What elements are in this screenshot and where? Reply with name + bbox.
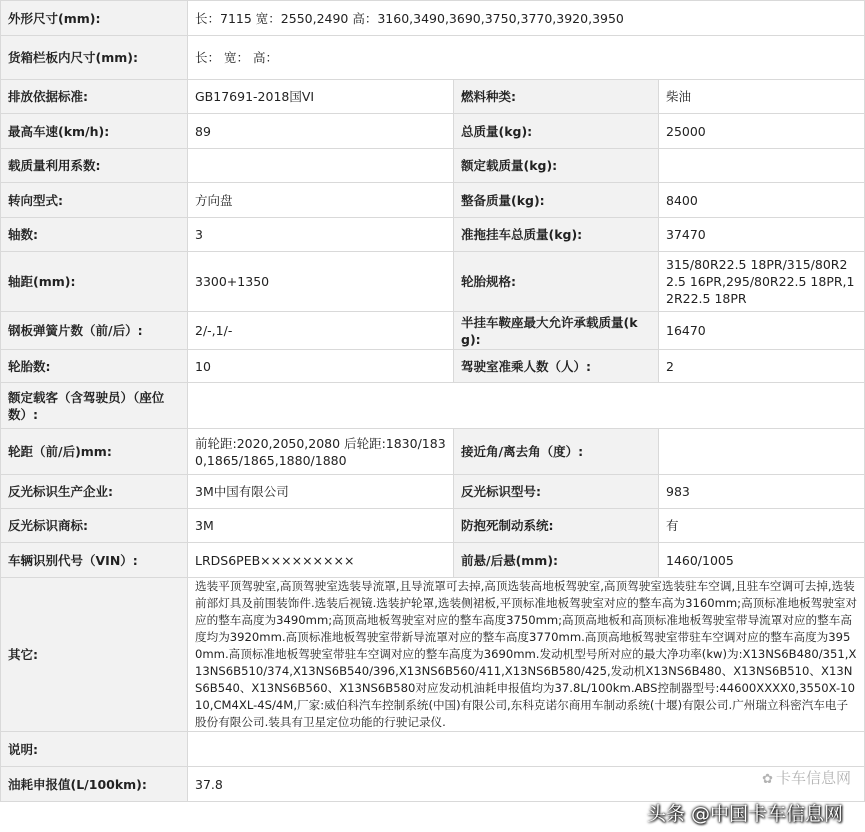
spec-value: 有 <box>659 509 865 543</box>
spec-label: 转向型式: <box>1 183 188 218</box>
spec-value: 3M中国有限公司 <box>188 475 454 509</box>
spec-label: 前悬/后悬(mm): <box>454 543 659 578</box>
spec-value: 长：7115 宽：2550,2490 高：3160,3490,3690,3750,3770,3920,3950 <box>188 1 865 36</box>
table-row <box>1 475 865 509</box>
spec-label: 轴数: <box>1 218 188 252</box>
watermark-logo <box>762 767 851 788</box>
spec-value: 983 <box>659 475 865 509</box>
table-row <box>1 767 865 802</box>
table-row <box>1 149 865 183</box>
spec-label: 轮胎数: <box>1 350 188 383</box>
table-row <box>1 543 865 578</box>
spec-value: 8400 <box>659 183 865 218</box>
table-row <box>1 578 865 732</box>
spec-value: 25000 <box>659 114 865 149</box>
spec-label: 半挂车鞍座最大允许承载质量(kg): <box>454 312 659 350</box>
table-row <box>1 312 865 350</box>
spec-label: 排放依据标准: <box>1 80 188 114</box>
spec-label: 反光标识型号: <box>454 475 659 509</box>
spec-value: 前轮距:2020,2050,2080 后轮距:1830/1830,1865/1865,1880/1880 <box>188 429 454 475</box>
spec-label: 驾驶室准乘人数（人）: <box>454 350 659 383</box>
table-row <box>1 350 865 383</box>
spec-label: 轮胎规格: <box>454 252 659 312</box>
table-row <box>1 36 865 80</box>
spec-value: 37.8 <box>188 767 865 802</box>
watermark-caption: 头条 @中国卡车信息网 <box>646 803 843 825</box>
spec-value-notes: 选装平顶驾驶室,高顶驾驶室选装导流罩,且导流罩可去掉,高顶选装高地板驾驶室,高顶驾驶室选装驻车空调,且驻车空调可去掉,选装前部灯具及前围装饰件.选装后视镜.选装护轮罩,选装侧裙板,平顶标准地板驾驶室对应的整车高为3160mm;高顶标准地板驾驶室对应的整车高度为3490mm;高顶高地板驾驶室对应的整车高度3750mm;高顶高地板和高顶标准地板驾驶室带导流罩对应的整车高度均为3920mm.高顶标准地板驾驶室带新导流罩对应的整车高度3770mm.高顶高地板驾驶室带驻车空调对应的整车高度为3950mm.高顶标准地板驾驶室带驻车空调对应的整车高度为3690mm.发动机型号所对应的最大净功率(kw)为:X13NS6B480/351,X13NS6B510/374,X13NS6B540/396,X13NS6B560/411,X13NS6B580/425,发动机X13NS6B480、X13NS6B510、X13NS6B540、X13NS6B560、X13NS6B580对应发动机油耗申报值均为37.8L/100km.ABS控制器型号:44600XXXX0,3550X-1010,CM4XL-4S/4M,厂家:威伯科汽车控制系统(中国)有限公司,东科克诺尔商用车制动系统(十堰)有限公司.广州瑞立科密汽车电子股份有限公司.装具有卫星定位功能的行驶记录仪. <box>188 578 865 732</box>
spec-value: 3 <box>188 218 454 252</box>
spec-label: 反光标识生产企业: <box>1 475 188 509</box>
spec-value <box>188 149 454 183</box>
spec-label: 最高车速(km/h): <box>1 114 188 149</box>
spec-value <box>188 732 865 767</box>
spec-value: 2/-,1/- <box>188 312 454 350</box>
spec-label: 总质量(kg): <box>454 114 659 149</box>
spec-value: 3M <box>188 509 454 543</box>
spec-value: 长： 宽： 高： <box>188 36 865 80</box>
spec-label: 钢板弹簧片数（前/后）: <box>1 312 188 350</box>
spec-value: 1460/1005 <box>659 543 865 578</box>
spec-label: 反光标识商标: <box>1 509 188 543</box>
spec-value: 2 <box>659 350 865 383</box>
spec-value <box>659 149 865 183</box>
table-row <box>1 383 865 429</box>
spec-value: GB17691-2018国VI <box>188 80 454 114</box>
spec-label: 车辆识别代号（VIN）: <box>1 543 188 578</box>
table-row <box>1 114 865 149</box>
spec-value <box>188 383 865 429</box>
table-row <box>1 429 865 475</box>
spec-value: 315/80R22.5 18PR/315/80R22.5 16PR,295/80R22.5 18PR,12R22.5 18PR <box>659 252 865 312</box>
table-row <box>1 252 865 312</box>
spec-label: 准拖挂车总质量(kg): <box>454 218 659 252</box>
spec-value: 柴油 <box>659 80 865 114</box>
spec-label: 其它: <box>1 578 188 732</box>
spec-value: LRDS6PEB××××××××× <box>188 543 454 578</box>
spec-label: 额定载客（含驾驶员）（座位数）: <box>1 383 188 429</box>
table-row <box>1 183 865 218</box>
spec-label: 燃料种类: <box>454 80 659 114</box>
table-row <box>1 1 865 36</box>
spec-value: 37470 <box>659 218 865 252</box>
spec-label: 轮距（前/后)mm: <box>1 429 188 475</box>
spec-value: 10 <box>188 350 454 383</box>
spec-label: 接近角/离去角（度）: <box>454 429 659 475</box>
table-row <box>1 80 865 114</box>
spec-value <box>659 429 865 475</box>
table-row <box>1 732 865 767</box>
table-row <box>1 509 865 543</box>
spec-label: 额定载质量(kg): <box>454 149 659 183</box>
spec-label: 说明: <box>1 732 188 767</box>
paw-icon: ✿ <box>762 772 773 787</box>
spec-label: 油耗申报值(L/100km): <box>1 767 188 802</box>
watermark-logo-text: 卡车信息网 <box>775 769 851 787</box>
spec-label: 载质量利用系数: <box>1 149 188 183</box>
spec-label: 外形尺寸(mm): <box>1 1 188 36</box>
table-row <box>1 218 865 252</box>
spec-label: 货箱栏板内尺寸(mm): <box>1 36 188 80</box>
spec-value: 方向盘 <box>188 183 454 218</box>
spec-value: 89 <box>188 114 454 149</box>
spec-value: 3300+1350 <box>188 252 454 312</box>
spec-label: 轴距(mm): <box>1 252 188 312</box>
spec-label: 防抱死制动系统: <box>454 509 659 543</box>
spec-value: 16470 <box>659 312 865 350</box>
spec-label: 整备质量(kg): <box>454 183 659 218</box>
